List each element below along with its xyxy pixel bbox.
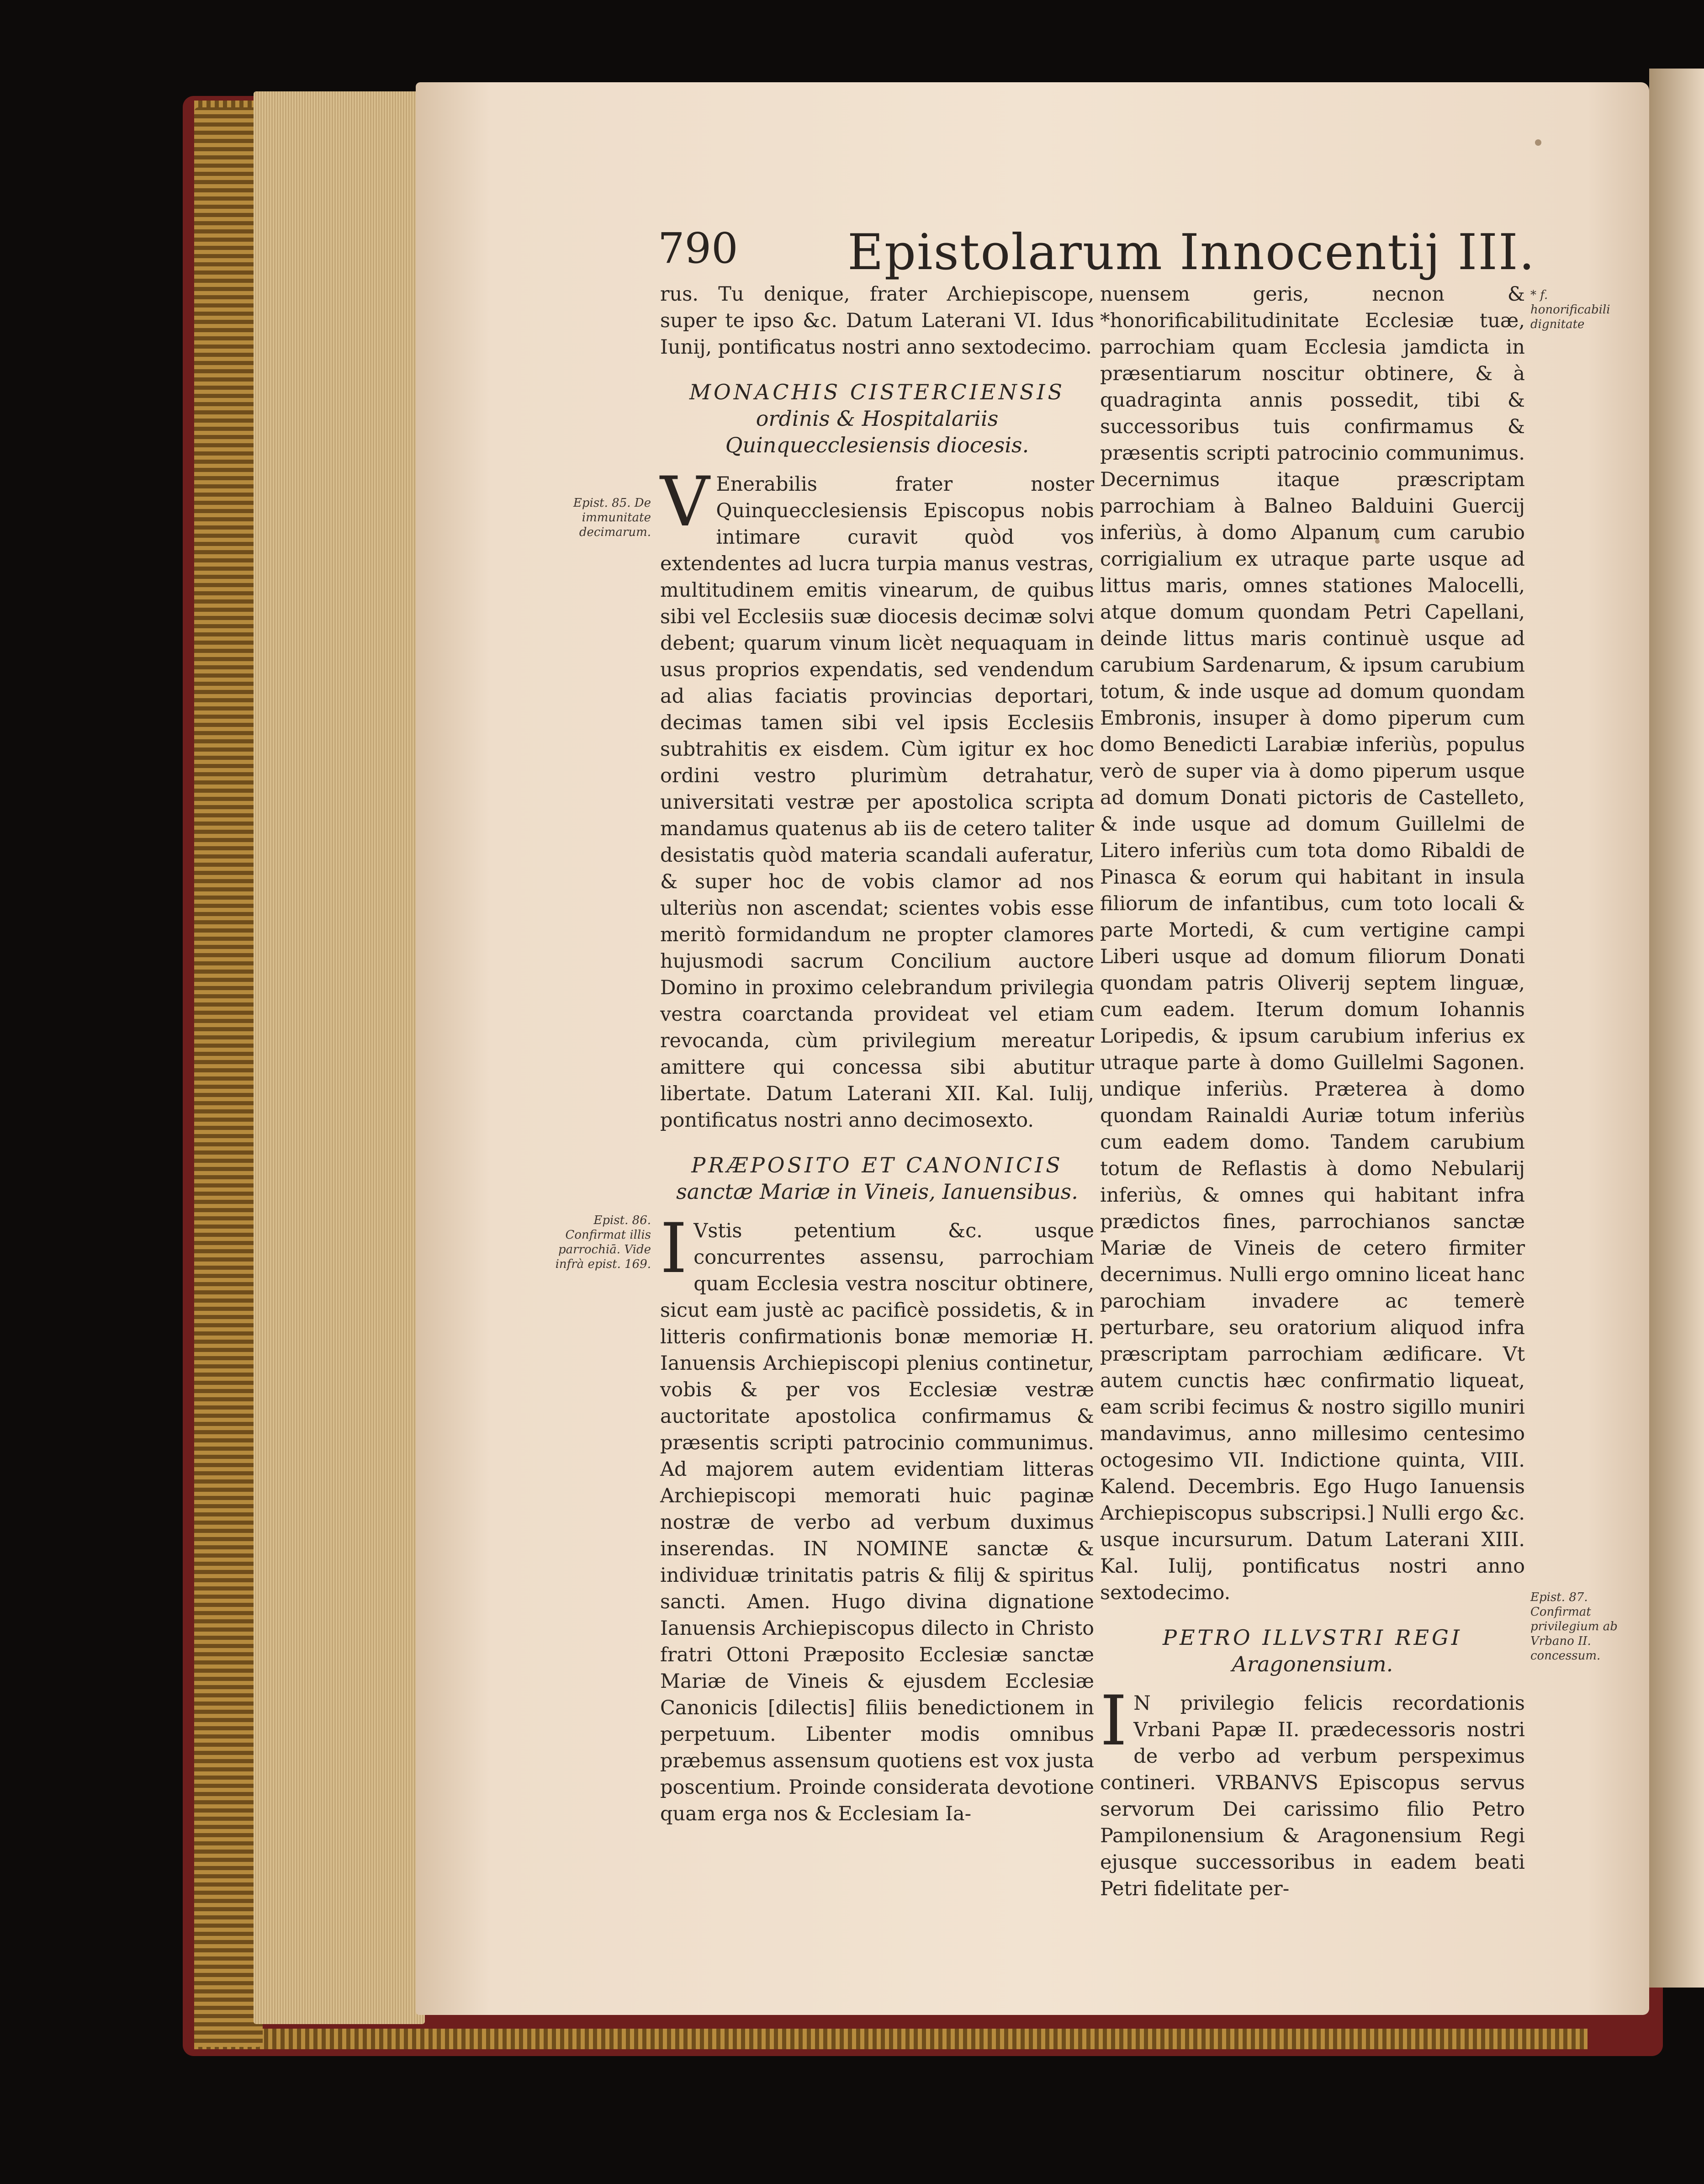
paper-spot xyxy=(1535,139,1541,146)
letter-heading-rest: sanctæ Mariæ in Vineis, Ianuensibus. xyxy=(676,1179,1078,1204)
letter-text: Enerabilis frater noster Quinquecclesiensis Episcopus nobis intimare curavit quòd vos extendentes ad lucra turpia manus vestras, multitudinem emitis vinearum, de quibus sibi vel Ecclesiis suæ diocesis decimæ solvi debent; quarum vinum licèt nequaquam in usus proprios expendatis, sed vendendum ad alias faciatis provincias deportari, decimas tamen sibi vel ipsis Ecclesiis subtrahitis ex eisdem. Cùm igitur ex hoc ordini vestro plurimùm detrahatur, universitati vestræ per apostolica scripta mandamus quatenus ab iis de cetero taliter desistatis quòd materia scandali auferatur, & super hoc de vobis clamor ad nos ulteriùs non ascendat; scientes vobis esse meritò formidandum ne propter clamores hujusmodi sacrum Concilium auctore Domino in proximo celebrandum privilegia vestra coarctanda provideat vel etiam revocanda, cùm privilegium mereatur amittere qui concessa sibi abutitur libertate. Datum Laterani XII. Kal. Iulij, pontificatus nostri anno decimosexto. xyxy=(660,473,1094,1132)
margin-note-epist-87: Epist. 87. Confirmat privilegium ab Vrbano II. concessum. xyxy=(1530,1590,1618,1663)
running-title: Epistolarum Innocentij III. xyxy=(847,224,1536,281)
drop-cap: V xyxy=(660,462,710,542)
letter-heading xyxy=(660,379,1094,458)
page-edges xyxy=(254,91,425,2024)
letter-heading-caps: PRÆPOSITO ET CANONICIS xyxy=(691,1153,1063,1177)
text-column-right xyxy=(1100,281,1525,1902)
margin-note-honorificabili: * f. honorificabili dignitate xyxy=(1530,288,1610,331)
letter-heading-caps: PETRO ILLVSTRI REGI xyxy=(1163,1625,1462,1650)
letter-heading-rest: Aragonensium. xyxy=(1232,1652,1393,1676)
letter-body xyxy=(660,1209,1094,1827)
margin-note-epist-86: Epist. 86. Confirmat illis parrochiā. Vide infrà epist. 169. xyxy=(555,1214,651,1271)
letter-heading xyxy=(1100,1624,1525,1677)
letter-heading-rest: ordinis & Hospitalariis Quinquecclesiensis diocesis. xyxy=(725,406,1029,457)
facing-page-edge xyxy=(1649,69,1704,1988)
page-number: 790 xyxy=(658,224,738,273)
letter-heading xyxy=(660,1152,1094,1205)
letter-heading-caps: MONACHIS CISTERCIENSIS xyxy=(689,380,1065,404)
margin-note-epist-85: Epist. 85. De immunitate decimarum. xyxy=(573,496,651,539)
letter-text: Vstis petentium &c. usque concurrentes assensu, parrochiam quam Ecclesia vestra noscitur obtinere, sicut eam justè ac pacificè possidetis, & in litteris confirmationis bonæ memoriæ H. Ianuensis Archiepiscopi plenius continetur, vobis & per vos Ecclesiæ vestræ auctoritate apostolica confirmamus & præsentis scripti patrocinio communimus. Ad majorem autem evidentiam litteras Archiepiscopi memorati huic paginæ nostræ de verbo ad verbum duximus inserendas. IN NOMINE sanctæ & individuæ trinitatis patris & filij & spiritus sancti. Amen. Hugo divina dignatione Ianuensis Archiepiscopus dilecto in Christo fratri Ottoni Præposito Ecclesiæ sanctæ Mariæ de Vineis & ejusdem Ecclesiæ Canonicis [dilectis] filiis benedictionem in perpetuum. Libenter modis omnibus præbemus assensum quotiens est vox justa poscentium. Proinde considerata devotione quam erga nos & Ecclesiam Ia- xyxy=(660,1219,1094,1825)
letter-text: N privilegio felicis recordationis Vrbani Papæ II. prædecessoris nostri de verbo ad verbum perspeximus contineri. VRBANVS Episcopus servus servorum Dei carissimo filio Petro Pampilonensium & Aragonensium Regi ejusque successoribus in eadem beati Petri fidelitate per- xyxy=(1100,1692,1525,1900)
paragraph: nuensem geris, necnon & *honorificabilitudinitate Ecclesiæ tuæ, parrochiam quam Ecclesia jamdicta in præsentiarum noscitur obtinere, & à quadraginta annis possedit, tibi & successoribus tuis confirmamus & præsentis scripti patrocinio communimus. Decernimus itaque præscriptam parrochiam à Balneo Balduini Guercij inferiùs, à domo Alpanum cum carubio corrigialium ex utraque parte usque ad littus maris, omnes stationes Malocelli, atque domum quondam Petri Capellani, deinde littus maris continuè usque ad carubium Sardenarum, & ipsum carubium totum, & inde usque ad domum quondam Embronis, insuper à domo piperum cum domo Benedicti Larabiæ inferiùs, populus verò de super via à domo piperum usque ad domum Donati pictoris de Castelleto, & inde usque ad domum Guillelmi de Litero inferiùs cum tota domo Ribaldi de Pinasca & eorum qui habitant in insula filiorum de infantibus, cum toto locali & parte Mortedi, & cum vertigine campi Liberi usque ad domum filiorum Donati quondam patris Oliverij septem linguæ, cum eadem. Iterum domum Iohannis Loripedis, & ipsum carubium inferius ex utraque parte à domo Guillelmi Sagonen. undique inferiùs. Præterea à domo quondam Rainaldi Auriæ totum inferiùs cum eadem domo. Tandem carubium totum de Reflastis à domo Nebularij inferiùs, & omnes qui habitant infra prædictos fines, parrochianos sanctæ Mariæ de Vineis de cetero firmiter decernimus. Nulli ergo omnino liceat hanc parochiam invadere ac temerè perturbare, seu oratorium aliquod infra præscriptam parrochiam ædificare. Vt autem cunctis hæc confirmatio liqueat, eam scribi fecimus & nostro sigillo muniri mandavimus, anno millesimo centesimo octogesimo VII. Indictione quinta, VIII. Kalend. Decembris. Ego Hugo Ianuensis Archiepiscopus subscripsi.] Nulli ergo &c. usque incursurum. Datum Laterani XIII. Kal. Iulij, pontificatus nostri anno sextodecimo. xyxy=(1100,283,1525,1604)
drop-cap: I xyxy=(660,1209,688,1288)
gilt-border-left xyxy=(194,107,263,2047)
drop-cap: I xyxy=(1100,1681,1127,1761)
gilt-border-bottom xyxy=(194,2029,1588,2049)
letter-body xyxy=(660,462,1094,1134)
paragraph: rus. Tu denique, frater Archiepiscope, super te ipso &c. Datum Laterani VI. Idus Iunij, pontificatus nostri anno sextodecimo. xyxy=(660,283,1094,359)
text-column-left xyxy=(660,281,1094,1827)
letter-body xyxy=(1100,1681,1525,1902)
